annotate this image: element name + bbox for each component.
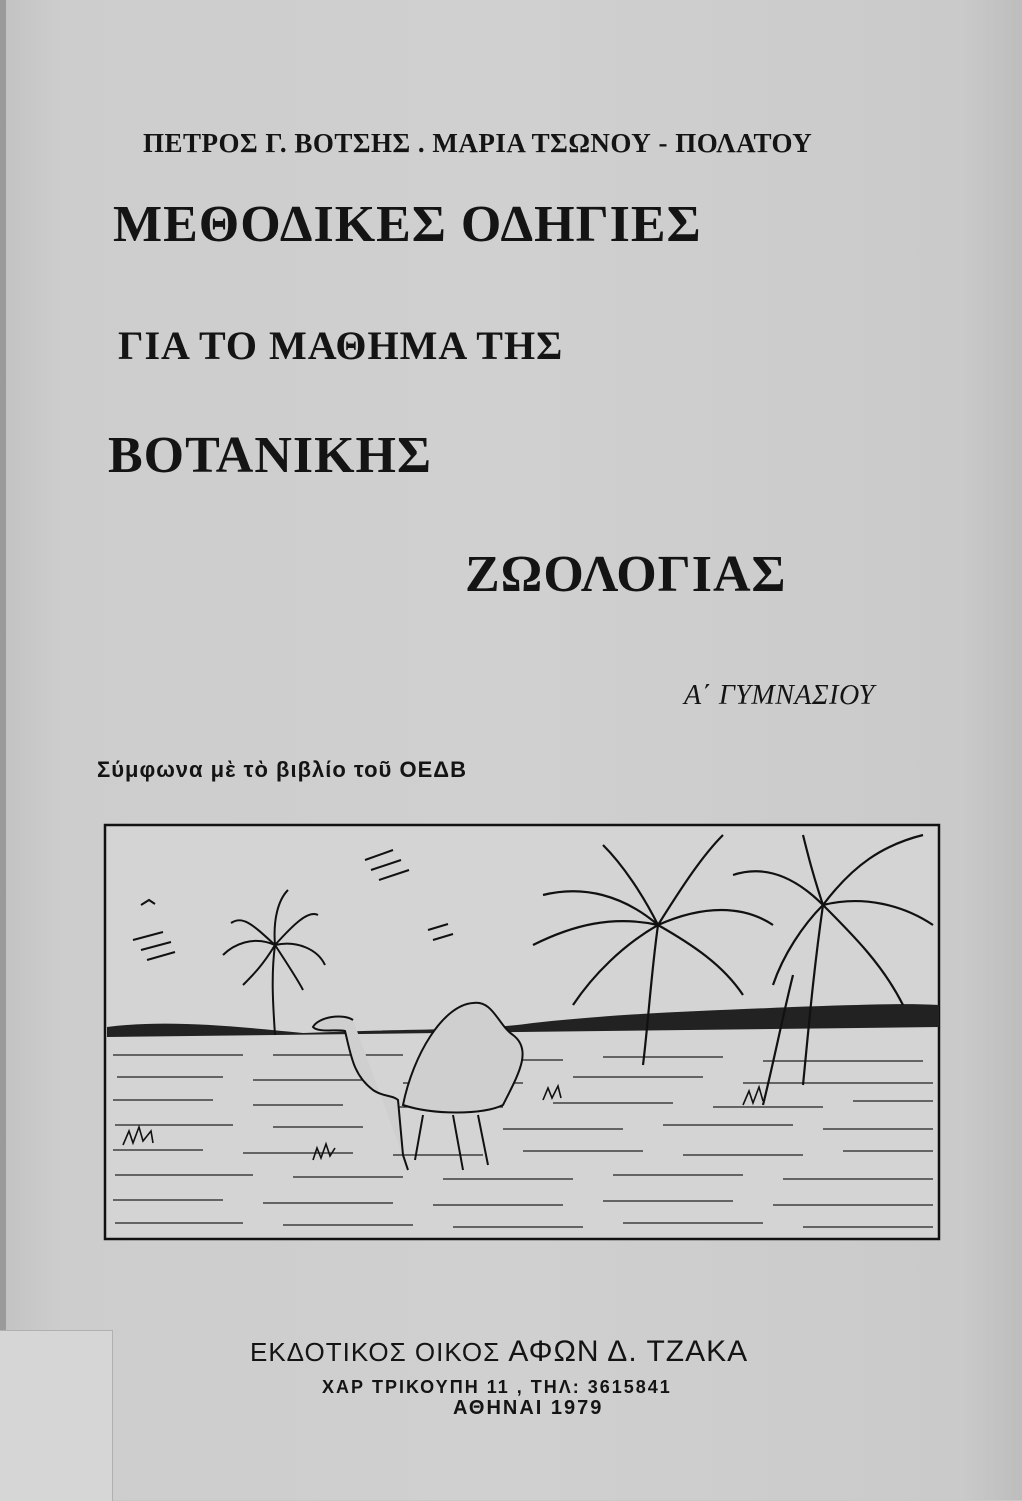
spine-edge — [0, 0, 6, 1500]
publisher-address: ΧΑΡ ΤΡΙΚΟΥΠΗ 11 , ΤΗΛ: 3615841 — [322, 1377, 672, 1397]
publisher-city-year: ΑΘΗΝΑΙ 1979 — [453, 1397, 604, 1419]
desert-oasis-illustration — [103, 815, 943, 1245]
publisher-house: ΕΚΔΟΤΙΚΟΣ ΟΙΚΟΣ — [250, 1337, 501, 1367]
authors-line: ΠΕΤΡΟΣ Γ. ΒΟΤΣΗΣ . ΜΑΡΙΑ ΤΣΩΝΟΥ - ΠΟΛΑΤΟΥ — [143, 128, 813, 158]
title-line-2: ΓΙΑ ΤΟ ΜΑΘΗΜΑ ΤΗΣ — [118, 323, 564, 368]
grade-label: Α΄ ΓΥΜΝΑΣΙΟΥ — [684, 680, 875, 711]
title-line-3: ΒΟΤΑΝΙΚΗΣ — [108, 427, 432, 484]
title-line-1: ΜΕΘΟΔΙΚΕΣ ΟΔΗΓΙΕΣ — [113, 196, 702, 253]
library-label-sticker — [0, 1330, 113, 1501]
publisher-line — [250, 1335, 810, 1369]
according-to-line: Σύμφωνα μὲ τὸ βιβλίο τοῦ ΟΕΔΒ — [97, 757, 467, 782]
publisher-name: ΑΦΩΝ Δ. ΤΖΑΚΑ — [508, 1335, 749, 1368]
title-line-4: ΖΩΟΛΟΓΙΑΣ — [465, 546, 787, 603]
